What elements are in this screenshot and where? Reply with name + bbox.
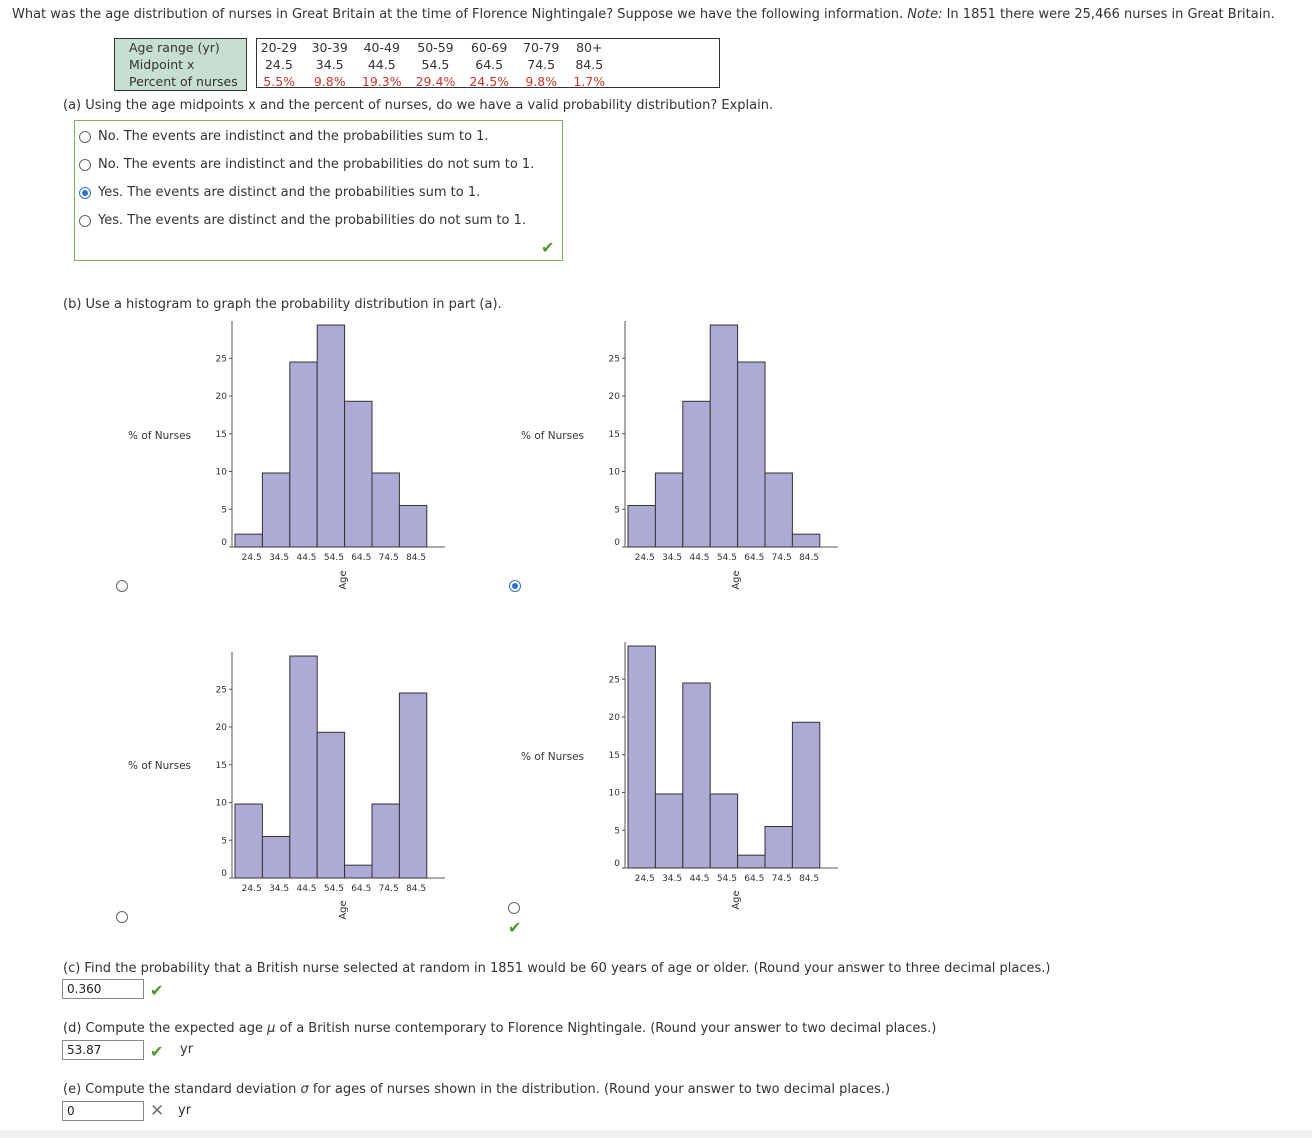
y-tick-label: 5	[221, 836, 227, 847]
age-range-cell: 40-49	[363, 39, 400, 55]
incorrect-cross-icon: ✕	[150, 1101, 165, 1121]
histogram-bar	[399, 693, 426, 878]
option-radio-2[interactable]	[79, 159, 91, 171]
correct-check-icon: ✔	[150, 981, 164, 1000]
histogram-bar	[628, 646, 655, 868]
correct-check-icon: ✔	[508, 918, 522, 937]
y-tick-label: 15	[608, 750, 620, 761]
x-tick-label: 74.5	[771, 874, 792, 884]
histogram-bar	[710, 794, 737, 868]
histogram-bar	[710, 325, 737, 547]
percent-cell: 29.4%	[415, 74, 456, 90]
histogram-radio-2-selected[interactable]	[509, 580, 521, 592]
x-axis-label: Age	[338, 570, 349, 590]
y-tick-label: 20	[215, 392, 227, 402]
x-tick-label: 54.5	[323, 553, 344, 563]
x-tick-label: 34.5	[269, 884, 290, 894]
midpoint-cell: 34.5	[315, 57, 344, 72]
histogram-bar	[765, 473, 792, 547]
y-tick-label: 10	[215, 467, 227, 478]
y-axis-label: % of Nurses	[128, 430, 191, 442]
row-header-percent: Percent of nurses	[115, 73, 247, 91]
part-e-answer-input[interactable]	[62, 1101, 144, 1121]
histogram-bar	[399, 505, 426, 547]
x-tick-label: 64.5	[351, 553, 372, 563]
histogram-bar	[317, 732, 344, 878]
y-tick-label: 10	[608, 467, 620, 478]
option-radio-1[interactable]	[79, 131, 91, 143]
x-tick-label: 74.5	[771, 553, 792, 563]
percent-cell: 9.8%	[313, 74, 346, 90]
y-tick-label: 0	[221, 869, 227, 879]
part-c-prompt: (c) Find the probability that a British nurse selected at random in 1851 would be 60 years of age or older. (Round your answer to three decimal places.)	[63, 961, 1051, 976]
x-axis-label: Age	[731, 570, 742, 590]
histogram-bar	[372, 804, 399, 878]
option-label-1[interactable]: No. The events are indistinct and the probabilities sum to 1.	[98, 129, 489, 144]
midpoint-cell: 44.5	[367, 57, 396, 72]
histogram-bar	[738, 855, 765, 868]
y-tick-label: 0	[614, 538, 620, 548]
x-tick-label: 44.5	[689, 553, 710, 563]
percent-cell: 19.3%	[361, 74, 402, 90]
x-tick-label: 24.5	[241, 884, 262, 894]
correct-check-icon: ✔	[150, 1042, 164, 1061]
percent-cell: 1.7%	[573, 74, 606, 90]
age-range-cell: 80+	[576, 39, 603, 55]
y-tick-label: 25	[215, 685, 227, 696]
x-tick-label: 54.5	[323, 884, 344, 894]
x-tick-label: 64.5	[351, 884, 372, 894]
histogram-bar	[345, 401, 372, 547]
x-tick-label: 84.5	[406, 884, 427, 894]
y-tick-label: 25	[608, 675, 620, 686]
x-tick-label: 24.5	[634, 553, 655, 563]
y-tick-label: 20	[608, 713, 620, 723]
histogram-bar	[655, 794, 682, 868]
y-tick-label: 0	[221, 538, 227, 548]
x-tick-label: 54.5	[716, 553, 737, 563]
histogram-bar	[345, 865, 372, 878]
y-tick-label: 0	[614, 859, 620, 869]
part-d-prompt: (d) Compute the expected age μ of a British nurse contemporary to Florence Nightingale. (Round your answer to two decimal places.)	[63, 1021, 937, 1036]
y-tick-label: 5	[614, 826, 620, 837]
mu-symbol: μ	[267, 1021, 276, 1036]
x-tick-label: 24.5	[634, 874, 655, 884]
histogram-bar	[290, 656, 317, 878]
histogram-bar	[290, 362, 317, 547]
y-axis-label: % of Nurses	[521, 430, 584, 442]
x-tick-label: 74.5	[378, 884, 399, 894]
x-tick-label: 44.5	[689, 874, 710, 884]
x-tick-label: 84.5	[406, 553, 427, 563]
x-tick-label: 84.5	[799, 874, 820, 884]
percent-cell: 24.5%	[469, 74, 510, 90]
x-tick-label: 34.5	[662, 553, 683, 563]
part-a-prompt: (a) Using the age midpoints x and the percent of nurses, do we have a valid probability distribution? Explain.	[63, 98, 774, 113]
y-tick-label: 20	[608, 392, 620, 402]
age-range-cell: 30-39	[311, 39, 348, 55]
part-d-unit: yr	[180, 1042, 194, 1057]
sigma-symbol: σ	[300, 1082, 309, 1097]
histogram-bar	[655, 473, 682, 547]
histogram-bar	[262, 473, 289, 547]
age-range-cell: 50-59	[417, 39, 454, 55]
midpoint-cell: 54.5	[421, 57, 450, 72]
histogram-bar	[792, 534, 819, 547]
x-tick-label: 34.5	[269, 553, 290, 563]
histogram-bar	[792, 722, 819, 868]
histogram-bar	[738, 362, 765, 547]
x-tick-label: 64.5	[744, 553, 765, 563]
x-axis-label: Age	[731, 890, 742, 910]
page-bottom-bar	[0, 1130, 1312, 1138]
y-tick-label: 25	[215, 354, 227, 365]
y-axis-label: % of Nurses	[128, 760, 191, 772]
option-radio-3-selected[interactable]	[79, 187, 91, 199]
x-tick-label: 24.5	[241, 553, 262, 563]
part-e-unit: yr	[178, 1103, 192, 1118]
percent-cell: 5.5%	[263, 74, 296, 90]
age-range-cell: 70-79	[523, 39, 560, 55]
histogram-bar	[683, 683, 710, 868]
x-tick-label: 84.5	[799, 553, 820, 563]
midpoint-cell: 84.5	[575, 57, 604, 72]
age-range-cell: 20-29	[260, 39, 298, 55]
y-tick-label: 5	[221, 505, 227, 516]
y-tick-label: 5	[614, 505, 620, 516]
row-header-midpoint: Midpoint x	[115, 56, 247, 73]
y-tick-label: 10	[608, 788, 620, 799]
histogram-choices	[118, 318, 878, 938]
y-tick-label: 10	[215, 798, 227, 809]
option-label-4[interactable]: Yes. The events are distinct and the probabilities do not sum to 1.	[98, 213, 527, 228]
nurse-age-table	[114, 38, 619, 91]
histogram-bar	[765, 826, 792, 868]
note-label: Note:	[907, 7, 943, 22]
histogram-bar	[235, 804, 262, 878]
histogram-bar	[317, 325, 344, 547]
y-tick-label: 20	[215, 723, 227, 733]
correct-check-icon: ✔	[541, 238, 555, 257]
midpoint-cell: 64.5	[475, 57, 504, 72]
histogram-bar	[628, 505, 655, 547]
histogram-bar	[262, 836, 289, 878]
age-range-cell: 60-69	[471, 39, 508, 55]
y-tick-label: 15	[608, 429, 620, 440]
midpoint-cell: 74.5	[527, 57, 556, 72]
row-header-age-range: Age range (yr)	[115, 39, 247, 57]
x-axis-label: Age	[338, 900, 349, 920]
x-tick-label: 34.5	[662, 874, 683, 884]
percent-cell: 9.8%	[525, 74, 558, 90]
histogram-bar	[683, 401, 710, 547]
x-tick-label: 54.5	[716, 874, 737, 884]
histogram-bar	[235, 534, 262, 547]
option-radio-4[interactable]	[79, 215, 91, 227]
x-tick-label: 44.5	[296, 553, 317, 563]
histogram-radio-4[interactable]	[508, 902, 520, 914]
y-tick-label: 15	[215, 760, 227, 771]
histogram-bar	[372, 473, 399, 547]
y-tick-label: 25	[608, 354, 620, 365]
y-axis-label: % of Nurses	[521, 751, 584, 763]
x-tick-label: 64.5	[744, 874, 765, 884]
x-tick-label: 44.5	[296, 884, 317, 894]
part-e-prompt: (e) Compute the standard deviation σ for ages of nurses shown in the distribution. (Round your answer to two decimal places.)	[63, 1082, 891, 1097]
question-intro: What was the age distribution of nurses in Great Britain at the time of Florence Nightingale? Suppose we have the following information. Note: In 1851 there were 25,466 nurses in Great Britain.	[12, 7, 1275, 22]
histogram-radio-1[interactable]	[116, 580, 128, 592]
option-label-3[interactable]: Yes. The events are distinct and the probabilities sum to 1.	[98, 185, 481, 200]
histogram-radio-3[interactable]	[116, 911, 128, 923]
y-tick-label: 15	[215, 429, 227, 440]
option-label-2[interactable]: No. The events are indistinct and the probabilities do not sum to 1.	[98, 157, 535, 172]
part-d-answer-input[interactable]	[62, 1040, 144, 1060]
midpoint-cell: 24.5	[264, 57, 293, 72]
x-tick-label: 74.5	[378, 553, 399, 563]
part-c-answer-input[interactable]	[62, 979, 144, 999]
part-b-prompt: (b) Use a histogram to graph the probability distribution in part (a).	[63, 297, 502, 312]
